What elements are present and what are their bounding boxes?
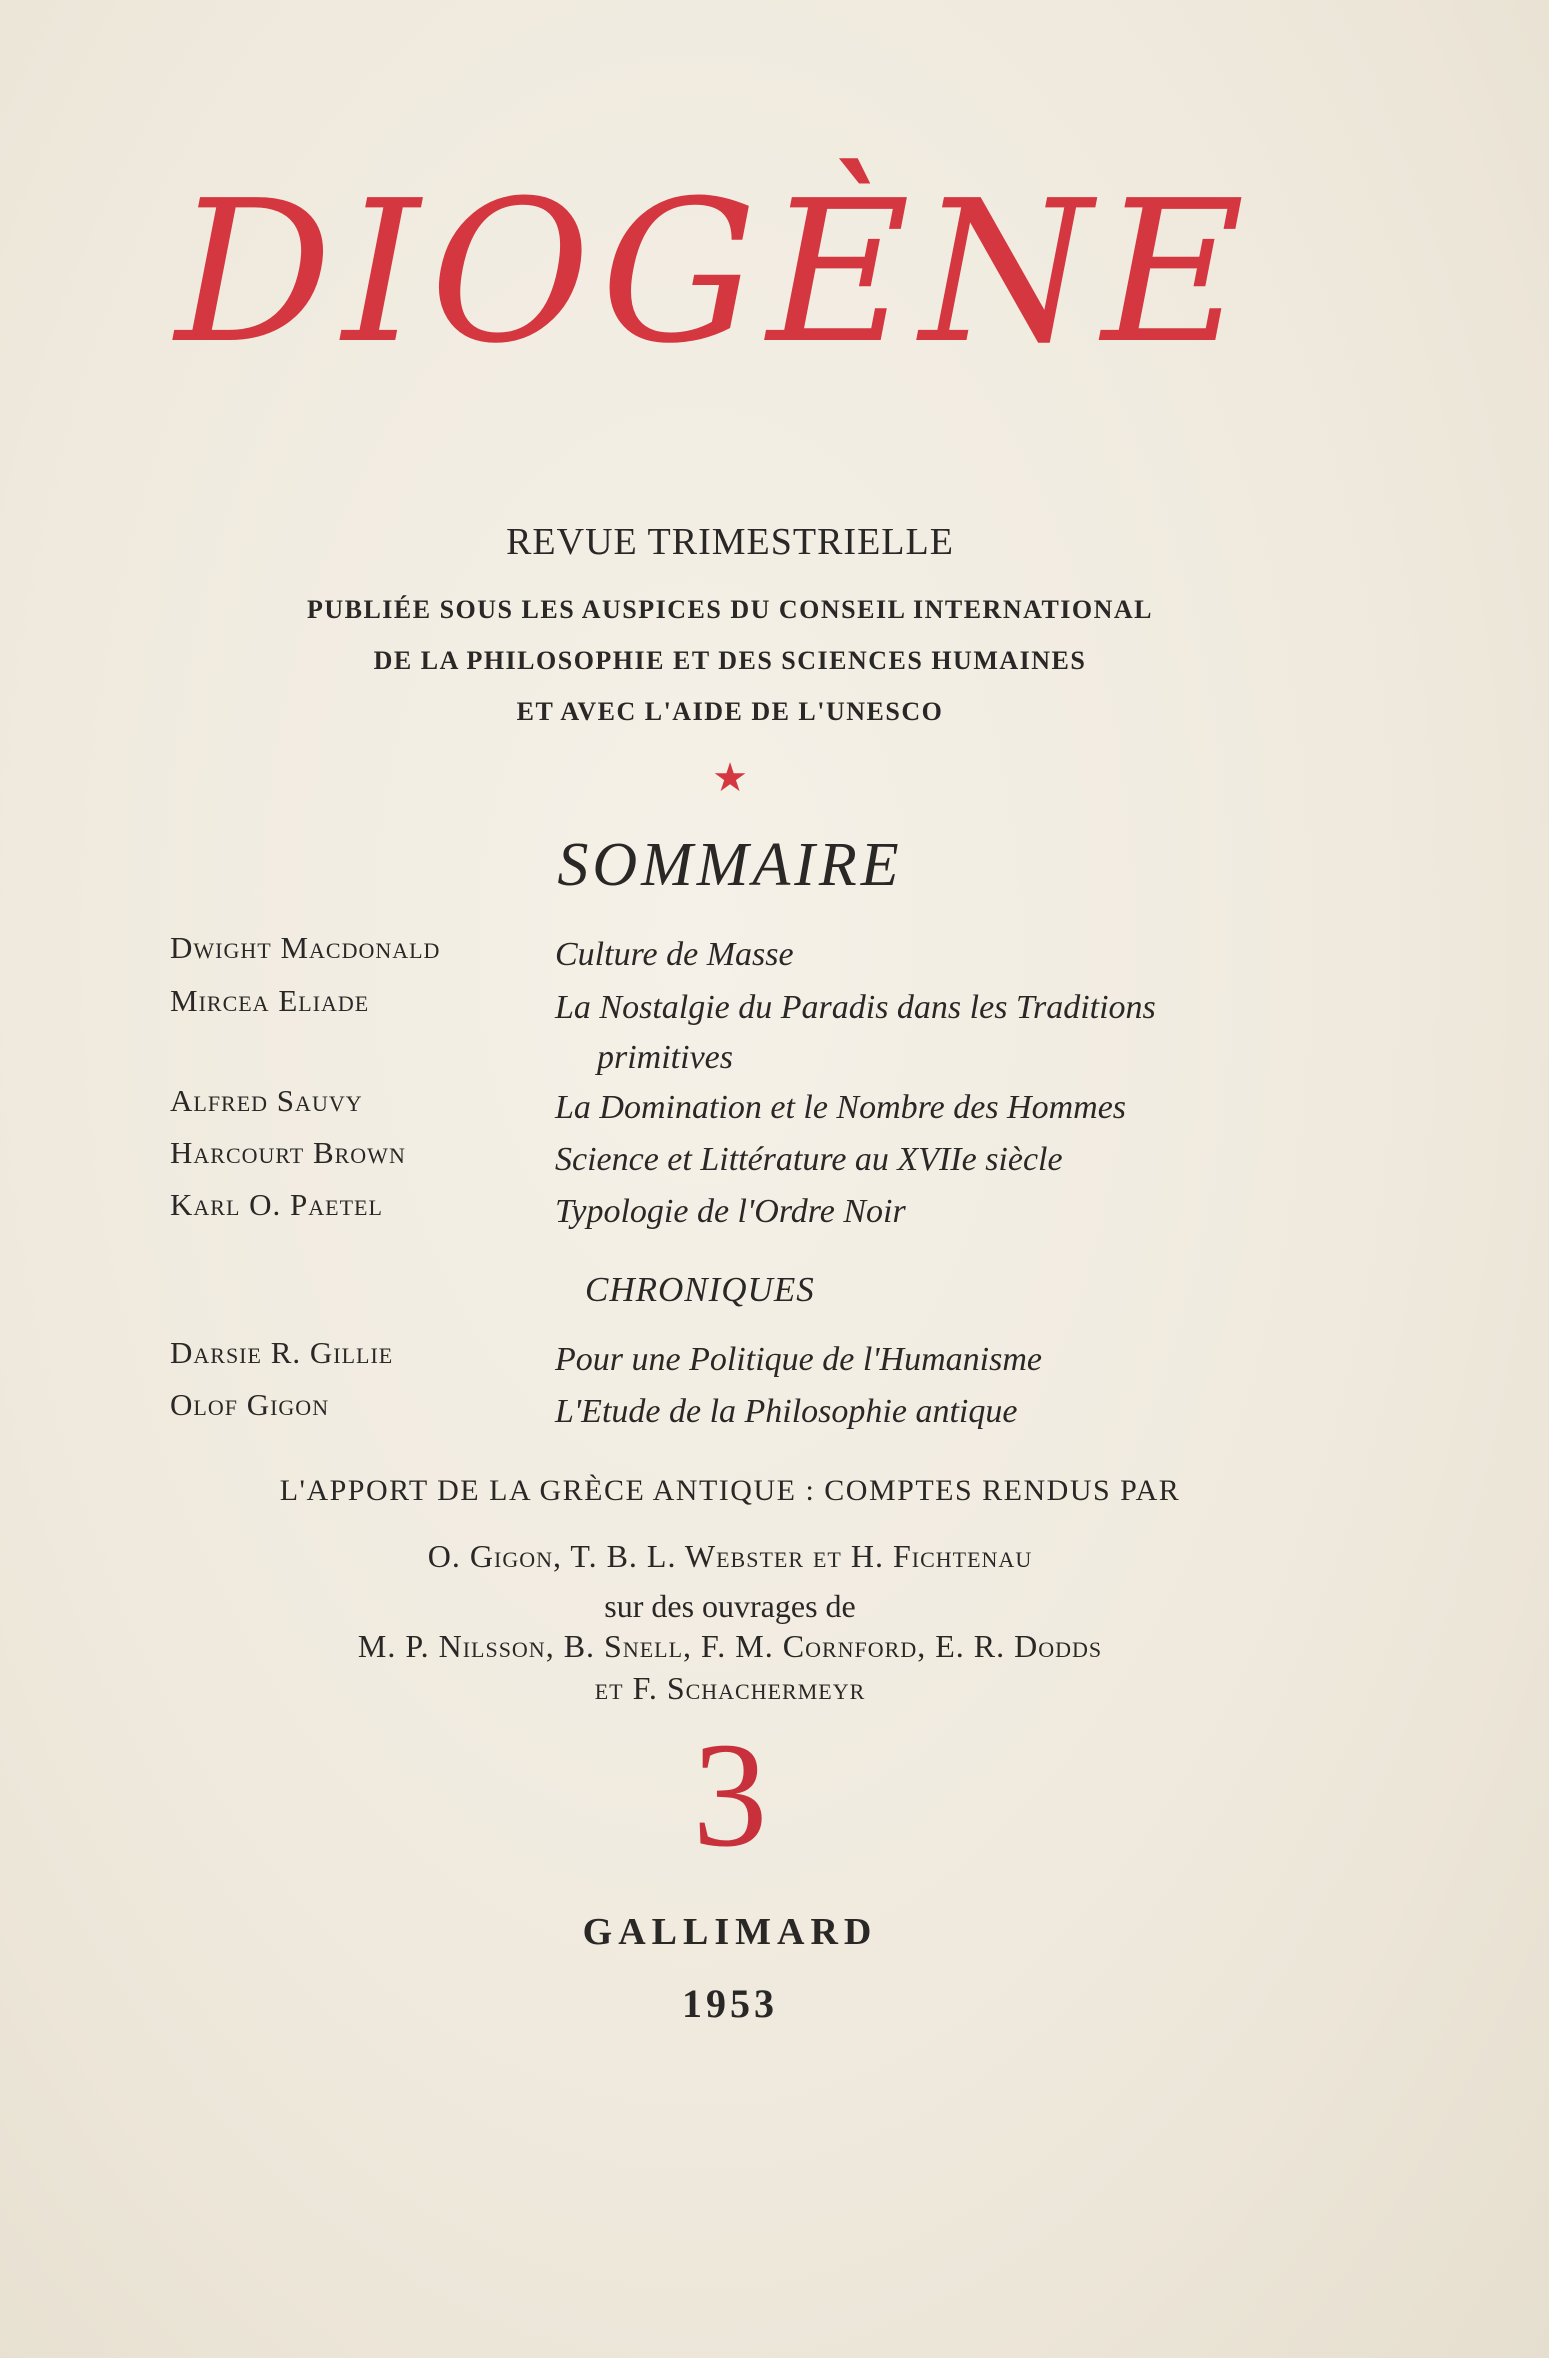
toc-author: Karl O. Paetel xyxy=(170,1187,383,1222)
journal-title: DIOGÈNE xyxy=(175,159,1255,387)
toc-title: La Domination et le Nombre des Hommes xyxy=(555,1089,1127,1126)
toc-author: Alfred Sauvy xyxy=(170,1083,363,1118)
connector-line: sur des ouvrages de xyxy=(604,1588,856,1624)
publication-year: 1953 xyxy=(682,1981,778,2026)
toc-title xyxy=(555,983,1285,1083)
toc-title: L'Etude de la Philosophie antique xyxy=(555,1393,1018,1430)
toc-title: Typologie de l'Ordre Noir xyxy=(555,1193,906,1230)
toc-title: Culture de Masse xyxy=(555,936,794,973)
chroniques-heading: CHRONIQUES xyxy=(585,1270,815,1309)
issue-number: 3 xyxy=(692,1712,768,1878)
toc-title: Science et Littérature au XVIIe siècle xyxy=(555,1141,1063,1178)
toc-title-line: La Nostalgie du Paradis dans les Traditions xyxy=(555,989,1156,1026)
sommaire-heading: SOMMAIRE xyxy=(557,831,903,899)
toc-author: Olof Gigon xyxy=(170,1387,330,1422)
toc-author: Harcourt Brown xyxy=(170,1135,406,1170)
toc-title-continuation: primitives xyxy=(597,1039,733,1076)
sponsor-line-3: ET AVEC L'AIDE DE L'UNESCO xyxy=(516,697,944,726)
journal-subtitle: REVUE TRIMESTRIELLE xyxy=(506,521,954,563)
apport-heading: L'APPORT DE LA GRÈCE ANTIQUE : COMPTES RENDUS PAR xyxy=(279,1474,1181,1507)
toc-author: Mircea Eliade xyxy=(170,983,370,1018)
toc-author: Darsie R. Gillie xyxy=(170,1335,394,1370)
sponsor-line-1: PUBLIÉE SOUS LES AUSPICES DU CONSEIL INTERNATIONAL xyxy=(306,595,1154,624)
toc-author: Dwight Macdonald xyxy=(170,930,441,965)
star-icon: ★ xyxy=(712,755,748,801)
publisher-name: GALLIMARD xyxy=(582,1911,878,1953)
toc-title: Pour une Politique de l'Humanisme xyxy=(555,1341,1042,1378)
reviewed-authors-line: M. P. Nilsson, B. Snell, F. M. Cornford, E. R. Dodds xyxy=(357,1628,1103,1664)
reviewers-line: O. Gigon, T. B. L. Webster et H. Fichtenau xyxy=(427,1538,1033,1574)
reviewed-authors-line: et F. Schachermeyr xyxy=(594,1670,866,1706)
sponsor-line-2: DE LA PHILOSOPHIE ET DES SCIENCES HUMAINES xyxy=(373,646,1087,675)
